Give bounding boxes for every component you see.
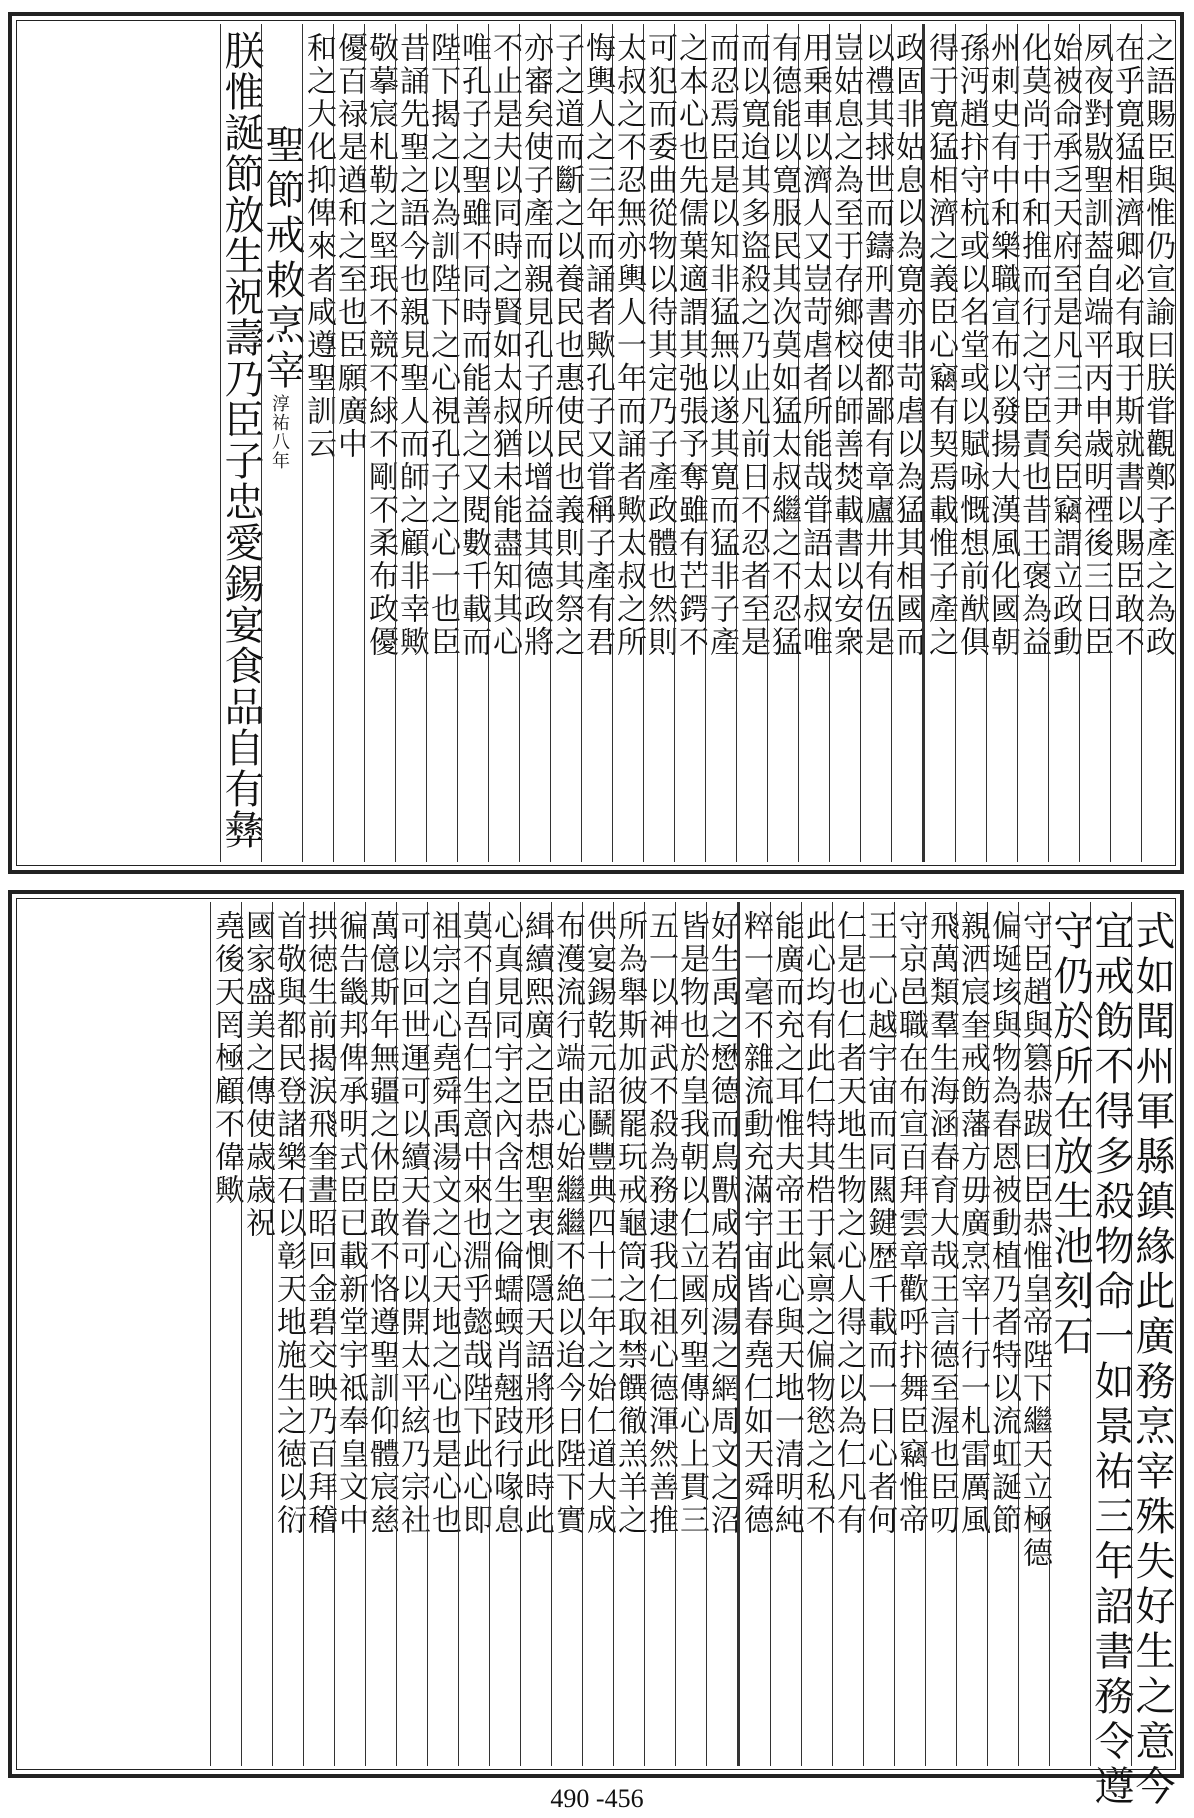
- top-page: [8, 12, 1184, 874]
- text-column: 太叔之不忍無亦輿人一年而誦者歟太叔之所: [612, 24, 643, 862]
- text-column: 悔輿人之三年而誦者歟孔子又甞稱子產有君: [581, 24, 612, 862]
- text-column: 始被命承乏天府至是凡三尹矣臣竊謂立政動: [1048, 24, 1079, 862]
- text-column: 國家盛美之傳使歳歳祝: [241, 902, 272, 1766]
- text-column: 用乗車以濟人又豈苛虐者所能哉甞語太叔唯: [798, 24, 829, 862]
- text-column: 飛萬類羣生海涵春育大哉王言德至渥也臣叨: [925, 902, 956, 1766]
- text-column: 萬億斯年無疆之休臣敢不恪遵聖訓仰體宸慈: [365, 902, 396, 1766]
- text-column: 而忍焉臣是以知非猛無以遂其寛而猛非子產: [705, 24, 736, 862]
- section-heading: [259, 24, 305, 862]
- text-column: 唯孔子之聖雖不同時而能善之又閱數千載而: [457, 24, 488, 862]
- text-column: 首敬與都民登諸樂石以彰天地施生之徳以衍: [272, 902, 303, 1766]
- text-column: 和之大化抑俾來者咸遵聖訓云: [302, 24, 333, 862]
- text-column: 可犯而委曲從物以待其定乃子產政體也然則: [643, 24, 674, 862]
- text-column: 不止是夫以同時之賢如太叔猶未能盡知其心: [488, 24, 519, 862]
- text-column: 王一心越宇宙而同闗鍵歴千載而一日心者何: [863, 902, 894, 1766]
- edict-column: 守仍於所在放生池刻石: [1049, 902, 1090, 1766]
- edict-column: 宜戒飭不得多殺物命一如景祐三年詔書務令遵: [1090, 902, 1131, 1766]
- text-column: 陛下揭之以為訓陛下之心視孔子之心一也臣: [426, 24, 457, 862]
- text-column: 好生禹之懋德而鳥獸咸若成湯之網周文之沼: [706, 902, 737, 1766]
- text-column: 此心均有此仁特其梏于氣禀之偏物慾之私不: [801, 902, 832, 1766]
- text-column: 心真見同宇之內含生之倫蠕蝡肖翹跂行喙息: [489, 902, 520, 1766]
- text-column: 豈姑息之為至于存鄉校以師善焚載書以安衆: [829, 24, 860, 862]
- text-column: 可以回世運可以續天眷可以開太平絃乃宗社: [396, 902, 427, 1766]
- center-banner: 欽定四庫全書 咸淳臨安志 卷四十一 十四: [922, 24, 924, 862]
- text-column: 供宴錫乾元詔鬭豐典四十二年之始仁道大成: [582, 902, 613, 1766]
- text-column: 之本心也先儒葉適謂其弛張予奪雖有芒鍔不: [674, 24, 705, 862]
- text-column: 守臣趙與篡恭跋曰臣恭惟皇帝陛下繼天立極德: [1018, 902, 1049, 1766]
- text-column: 夙夜對敭聖訓葢自端平丙申歳明禋後三日臣: [1079, 24, 1110, 862]
- text-column: 得于寛猛相濟之義臣心竊有契焉載惟子產之: [924, 24, 955, 862]
- edict-lead-column: 朕惟誕節放生祝壽乃臣子忠愛錫宴食品自有彝: [220, 24, 261, 862]
- text-column: 親洒宸奎戒飭藩方毋廣烹宰十行一札雷厲風: [956, 902, 987, 1766]
- text-column: 亦審矣使子產而親見孔子所以增益其德政將: [519, 24, 550, 862]
- text-column: 有德能以寛服民其次莫如猛太叔繼之不忍猛: [767, 24, 798, 862]
- text-column: 布濩流行端由心始繼繼不絶以迨今日陛下實: [551, 902, 582, 1766]
- text-column: 昔誦先聖之語今也親見聖人而師之顧非幸歟: [395, 24, 426, 862]
- text-column: 以禮其捄世而鑄刑書使都鄙有章廬井有伍是: [860, 24, 891, 862]
- text-column: 緝續熙廣之臣恭想聖衷惻隱天語將形此時此: [520, 902, 551, 1766]
- text-column: 政固非姑息以為寛亦非苛虐以為猛其相國而: [891, 24, 922, 862]
- text-column: 偏埏垓與物為春恩被動植乃者特以流虹誕節: [987, 902, 1018, 1766]
- page-footer-number: 490 -456: [550, 1784, 644, 1813]
- text-column: 徧告畿邦俾承明式臣已載新堂宇祗奉皇文中: [334, 902, 365, 1766]
- text-column: 敬摹宸札勒之堅珉不競不絿不剛不柔布政優: [364, 24, 395, 862]
- text-column: 能廣而充之耳惟夫帝王此心與天地一清明純: [770, 902, 801, 1766]
- text-column: 粹一毫不雜流動充滿宇宙皆春堯仁如天舜德: [739, 902, 770, 1766]
- text-column: 而以寛迨其多盜殺之乃止凡前日不忍者至是: [736, 24, 767, 862]
- text-column: 優百禄是遒和之至也臣願廣中: [333, 24, 364, 862]
- text-column: 祖宗之心堯舜禹湯文之心天地之心也是心也: [427, 902, 458, 1766]
- top-columns: [20, 24, 1175, 862]
- text-column: 之語賜臣與惟仍宣諭曰朕甞觀鄭子產之為政: [1141, 24, 1172, 862]
- text-column: 仁是也仁者天地生物之心人得之以為仁凡有: [832, 902, 863, 1766]
- text-column: 莫不自吾仁生意中來也淵乎懿哉陛下此心即: [458, 902, 489, 1766]
- text-column: 在乎寛猛相濟卿必有取于斯就書以賜臣敢不: [1110, 24, 1141, 862]
- section-date-note: 淳祐八年: [269, 394, 290, 470]
- text-column: 州刺史有中和樂職宣布以發揚大漢風化國朝: [986, 24, 1017, 862]
- text-column: 化莫尚于中和推而行之守臣責也昔王褒為益: [1017, 24, 1048, 862]
- text-column: 皆是物也於皇我朝以仁立國列聖傳心上貫三: [675, 902, 706, 1766]
- text-column: 拱徳生前揭涙飛奎晝昭回金碧交映乃百拜稽: [303, 902, 334, 1766]
- text-column: 守京邑職在布宣百拜雲章歡呼抃舞臣竊惟帝: [894, 902, 925, 1766]
- text-column: 所為舉斯加彼罷玩戒龜筒之取禁饌徹羔羊之: [613, 902, 644, 1766]
- section-title: 聖節戒敕烹宰: [259, 124, 305, 394]
- text-column: 堯後天罔極顧不偉歟: [210, 902, 241, 1766]
- edict-column: 式如聞州軍縣鎮緣此廣務烹宰殊失好生之意今: [1131, 902, 1172, 1766]
- text-column: 子之道而斷之以養民也惠使民也義則其祭之: [550, 24, 581, 862]
- text-column: 五一以神武不殺為務逮我仁祖心德渾然善推: [644, 902, 675, 1766]
- center-banner: 欽定四庫全書 咸淳臨安志 卷四十一 十五: [737, 902, 739, 1766]
- text-column: 孫沔趙抃守杭或以名堂或以賦咏慨想前猷俱: [955, 24, 986, 862]
